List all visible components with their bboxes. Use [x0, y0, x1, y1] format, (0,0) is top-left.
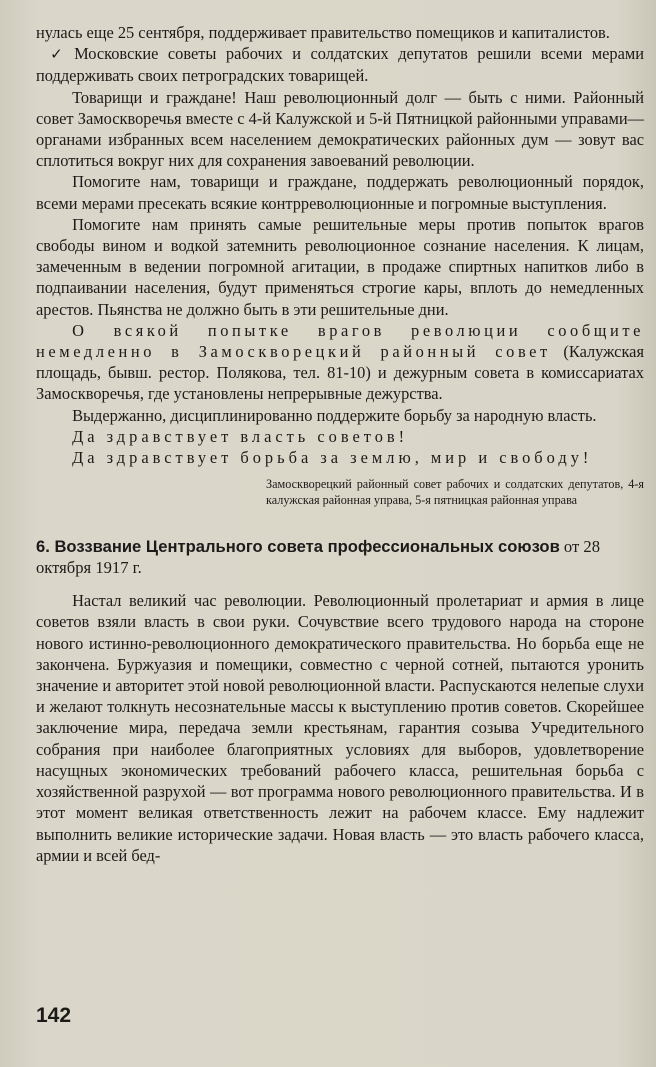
section-title: 6. Воззвание Центрального совета профессиональных союзов	[36, 537, 560, 557]
slogan: Да здравствует власть советов!	[72, 426, 409, 446]
paragraph: Товарищи и граждане! Наш революционный долг — быть с ними. Районный совет Замоскворечья вместе с 4-й Калужской и 5-й Пятницкой районными управами—органами избранных всем населением демократических районных дум — зовут вас сплотиться вокруг них для сохранения завоеваний революции.	[36, 87, 644, 171]
section-heading	[36, 536, 644, 578]
checkmark-icon: ✓	[50, 45, 69, 64]
paragraph: Настал великий час революции. Революционный пролетариат и армия в лице советов взяли власть в свои руки. Сочувствие всего трудового народа на стороне нового истинно-революционного демократического правительства. Но борьба еще не закончена. Буржуазия и помещики, совместно с черной сотней, пытаются уронить значение и авторитет этой новой революционной власти. Распускаются нелепые слухи и желают толкнуть несознательные массы к выступлению против советов. Скорейшее заключение мира, передача земли крестьянам, гарантия созыва Учредительного собрания при наиболее благоприятных условиях для выборов, удовлетворение насущных экономических требований рабочего класса, решительная борьба с хозяйственной разрухой — вот программа нового революционного правительства. И в этот момент великая ответственность лежит на рабочем классе. Ему надлежит выполнить великие исторические задачи. Новая власть — это власть рабочего класса, армии и всей бед-	[36, 591, 644, 865]
page-number: 142	[36, 1004, 72, 1027]
paragraph	[36, 43, 644, 86]
paragraph: Помогите нам принять самые решительные меры против попыток врагов свободы вином и водкой затемнить революционное сознание населения. К лицам, замеченным в ведении погромной агитации, в продаже спиртных напитков либо в подпаивании населения, будут применяться строгие кары, вплоть до немедленных арестов. Пьянства не должно быть в эти решительные дни.	[36, 214, 644, 319]
paragraph: нулась еще 25 сентября, поддерживает правительство помещиков и капиталистов.	[36, 23, 610, 42]
paragraph: Помогите нам, товарищи и граждане, поддержать революционный порядок, всеми мерами пресекать всякие контрреволюционные и погромные выступления.	[36, 172, 644, 213]
appeal-text-2	[36, 590, 644, 866]
signature: Замоскворецкий районный совет рабочих и солдатских депутатов, 4-я калужская районная управа, 5-я пятницкая районная управа	[266, 477, 644, 508]
paragraph	[36, 320, 644, 405]
section-date: от 28 октября 1917 г.	[36, 537, 600, 578]
slogan: Да здравствует борьба за землю, мир и свободу!	[72, 448, 593, 468]
paragraph: Выдержанно, дисциплинированно поддержите борьбу за народную власть.	[72, 405, 597, 425]
spaced-text: О всякой попытке врагов революции сообщите немедленно в Замоскворецкий районный совет	[36, 320, 644, 362]
paragraph-text: (Калужская площадь, бывш. рестор. Полякова, тел. 81-10) и дежурным совета в комиссариатах Замоскворечья, где установлены непрерывные дежурства.	[36, 342, 644, 404]
paragraph-text: Московские советы рабочих и солдатских депутатов решили всеми мерами поддерживать своих петроградских товарищей.	[36, 44, 644, 86]
appeal-text	[36, 22, 644, 468]
